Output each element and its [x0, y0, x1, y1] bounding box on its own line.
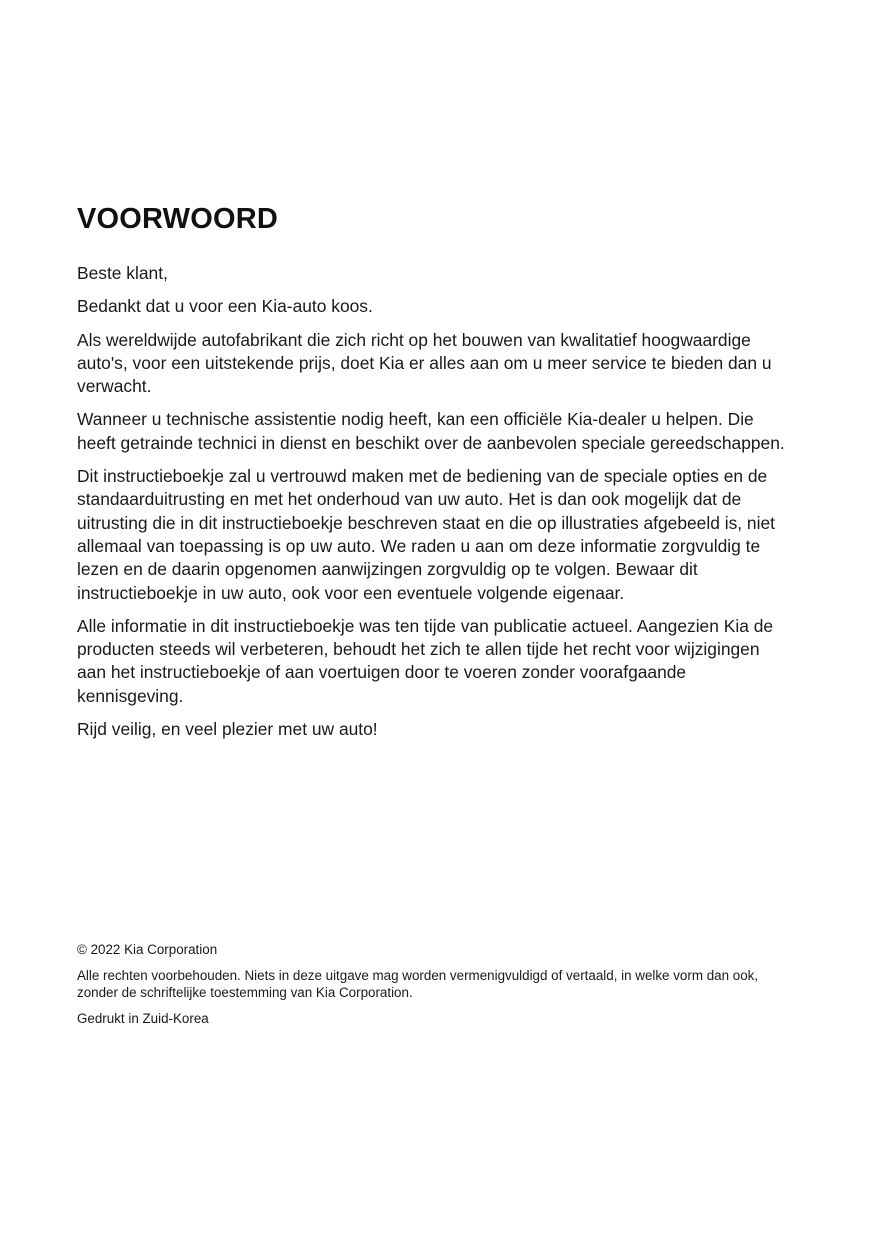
legal-footer: [77, 941, 789, 1036]
rights-notice: Alle rechten voorbehouden. Niets in deze uitgave mag worden vermenigvuldigd of vertaald, in welke vorm dan ook, zonder de schriftelijke toestemming van Kia Corporation.: [77, 968, 759, 1000]
printed-notice: Gedrukt in Zuid-Korea: [77, 1011, 209, 1026]
paragraph-manufacturer: Als wereldwijde autofabrikant die zich richt op het bouwen van kwalitatief hoogwaardige auto's, voor een uitstekende prijs, doet Kia er alles aan om u meer service te bieden dan u verwacht.: [77, 329, 772, 397]
page-title: VOORWOORD: [77, 203, 279, 235]
paragraph-thanks: Bedankt dat u voor een Kia-auto koos.: [77, 296, 373, 317]
paragraph-closing: Rijd veilig, en veel plezier met uw auto!: [77, 719, 378, 740]
paragraph-information: Alle informatie in dit instructieboekje was ten tijde van publicatie actueel. Aangezien Kia de producten steeds wil verbeteren, behoudt het zich te allen tijde het recht voor wijzigingen aan het instructieboekje of aan voertuigen door te voeren zonder voorafgaande kennisgeving.: [77, 615, 774, 706]
paragraph-greeting: Beste klant,: [77, 263, 168, 283]
foreword-body: [77, 262, 789, 751]
copyright-notice: © 2022 Kia Corporation: [77, 942, 218, 957]
paragraph-manual-usage: Dit instructieboekje zal u vertrouwd maken met de bediening van de speciale opties en de standaarduitrusting en met het onderhoud van uw auto. Het is dan ook mogelijk dat de uitrusting die in dit instructieboekje beschreven staat en die op illustraties afgebeeld is, niet allemaal van toepassing is op uw auto. We raden u aan om deze informatie zorgvuldig te lezen en de daarin opgenomen aanwijzingen zorgvuldig op te volgen. Bewaar dit instructieboekje in uw auto, ook voor een eventuele volgende eigenaar.: [77, 466, 775, 603]
paragraph-assistance: Wanneer u technische assistentie nodig heeft, kan een officiële Kia-dealer u helpen. Die heeft getrainde technici in dienst en beschikt over de aanbevolen speciale gereedschappen.: [77, 409, 785, 453]
